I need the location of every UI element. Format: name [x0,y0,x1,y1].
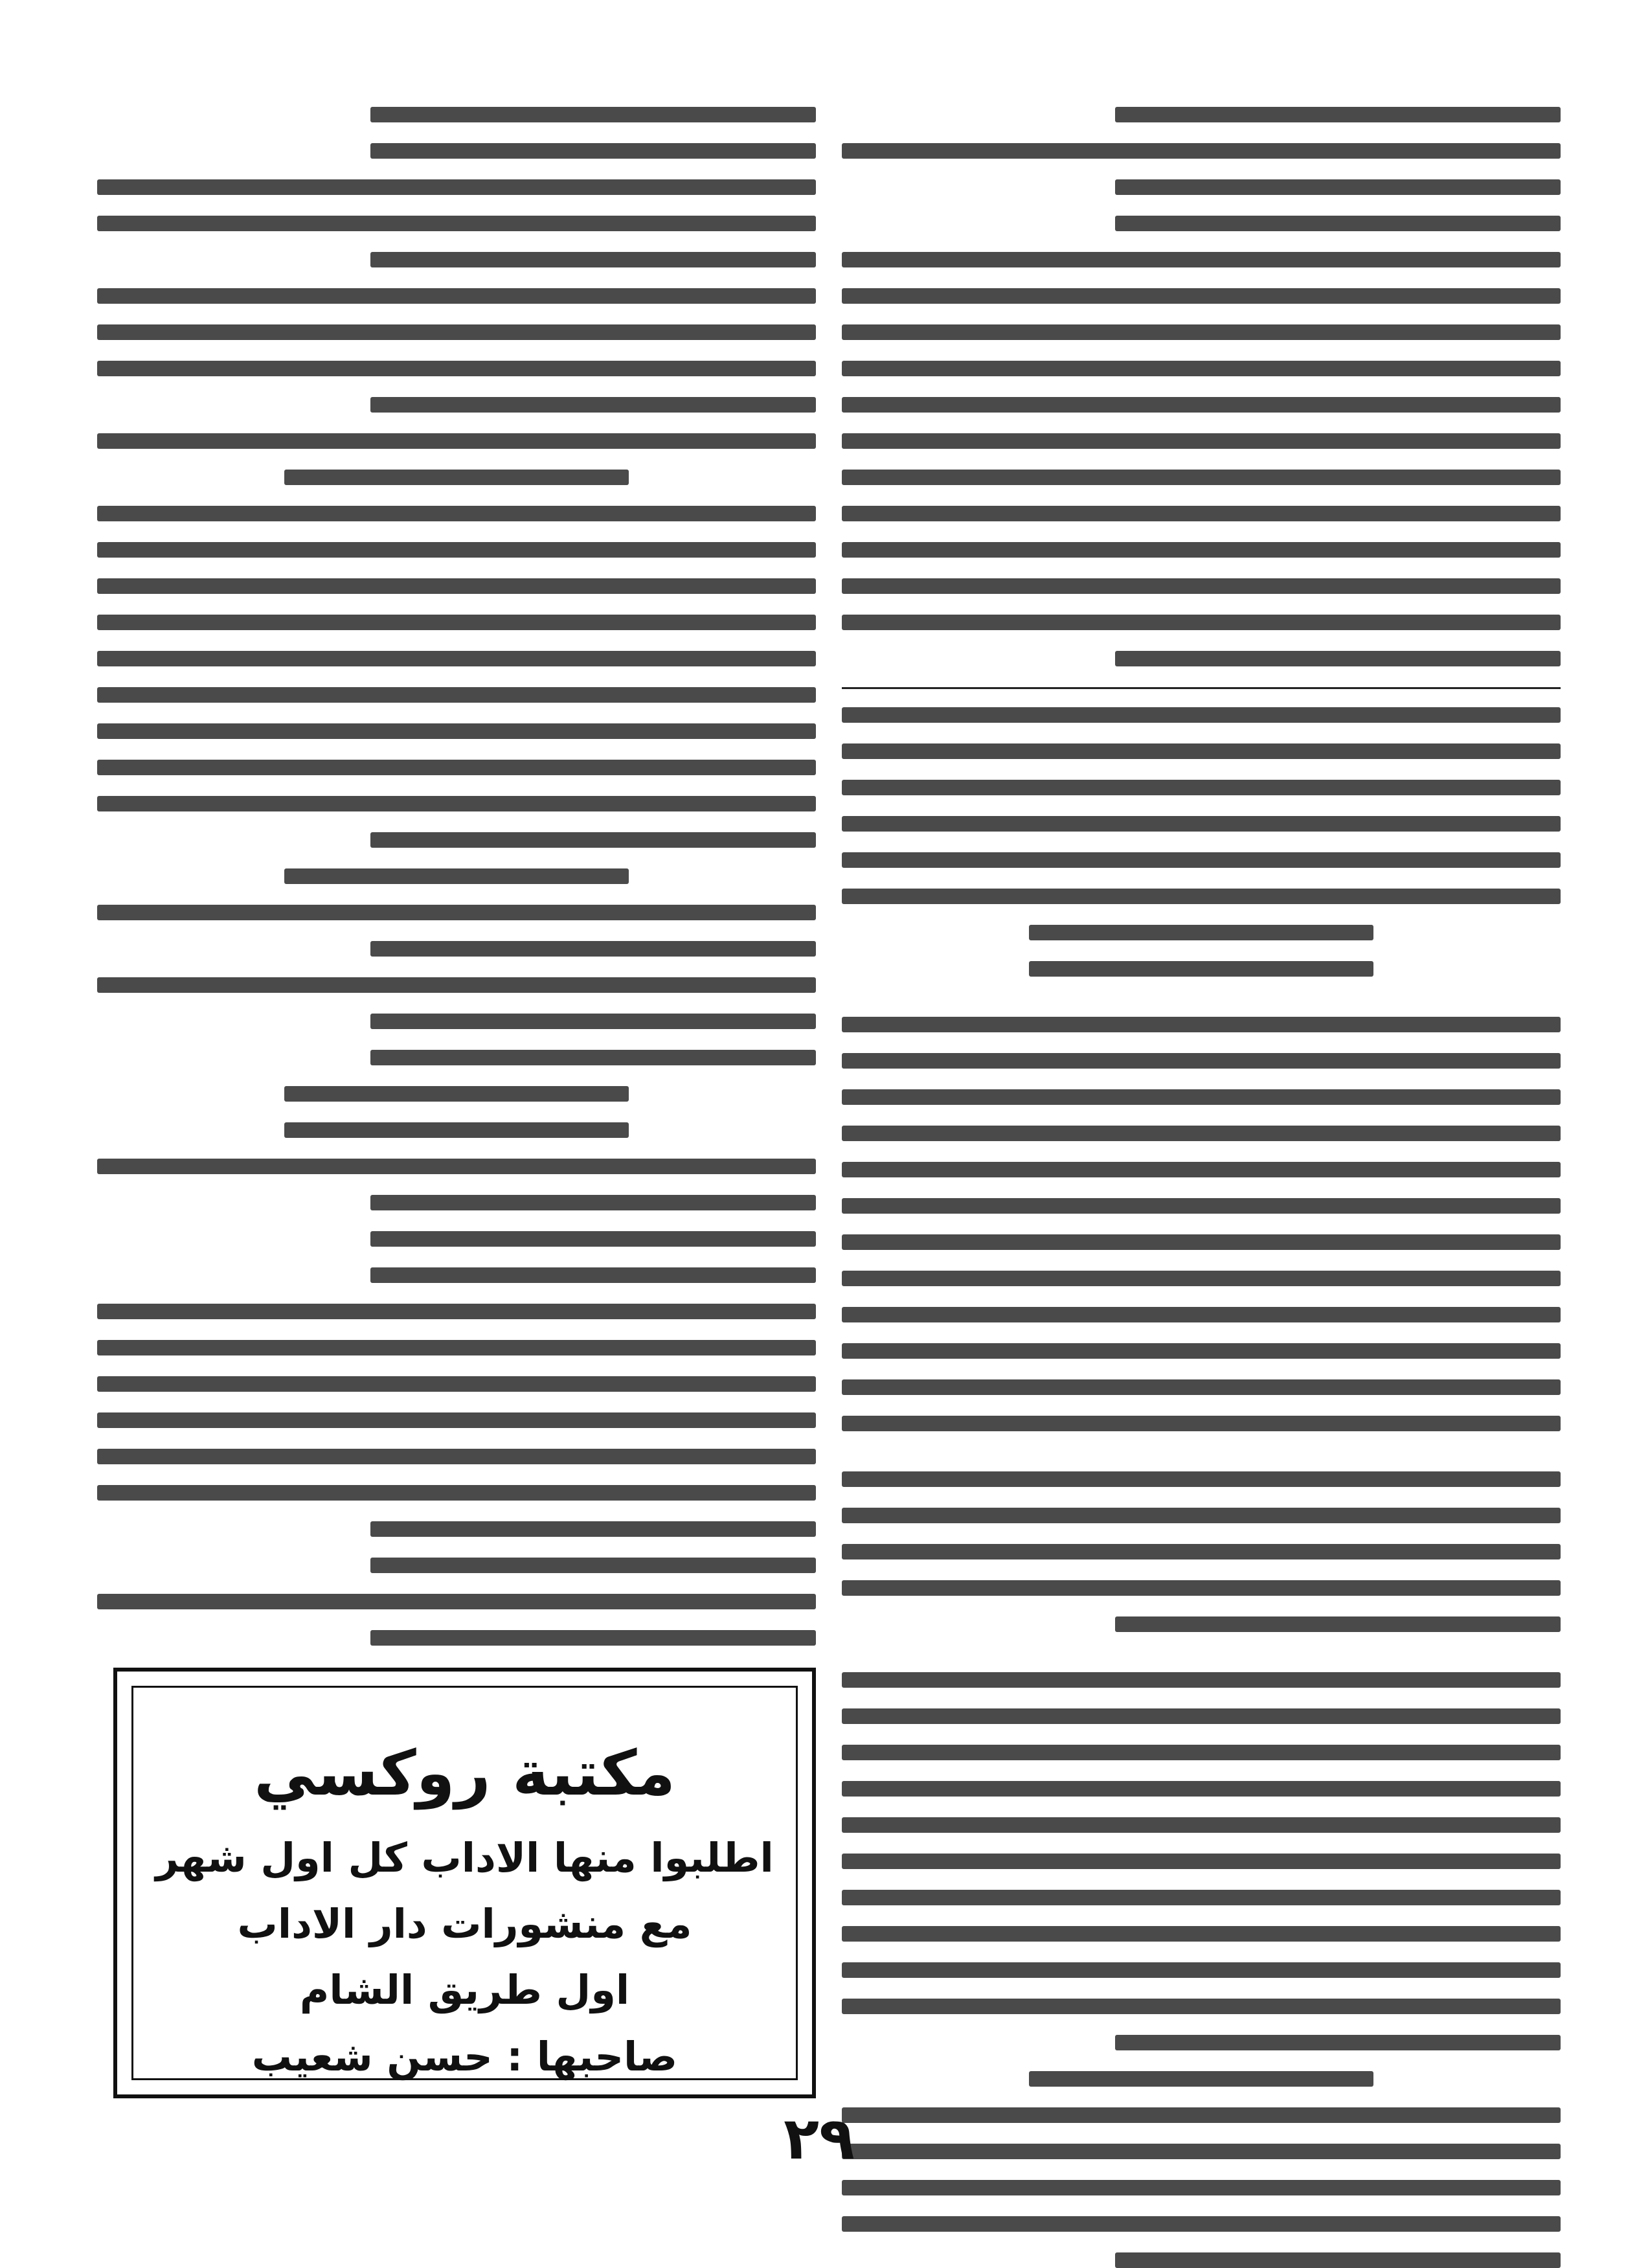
text-line [842,2107,1561,2123]
text-line [370,1195,816,1210]
text-line [842,1854,1561,1869]
text-line [97,905,816,920]
text-line [97,1449,816,1464]
text-line [370,1521,816,1537]
text-line [97,324,816,340]
text-line [97,288,816,304]
text-line [97,179,816,195]
text-line [284,868,629,884]
divider [842,687,1561,689]
text-line [842,1999,1561,2014]
ad-line-2: مع منشورات دار الاداب [237,1899,692,1947]
text-line [842,1416,1561,1431]
text-line [370,1231,816,1247]
text-line [842,1234,1561,1250]
text-line [97,542,816,558]
text-line [842,1379,1561,1395]
text-line [97,760,816,775]
text-line [842,1162,1561,1177]
text-line [370,1630,816,1646]
text-line [370,1558,816,1573]
text-line [97,1412,816,1428]
text-line [842,743,1561,759]
text-line [97,977,816,993]
text-line [842,1126,1561,1141]
ad-title: مكتبة روكسي [254,1737,675,1809]
text-line [1115,2035,1561,2050]
text-line [370,252,816,267]
text-line [842,361,1561,376]
text-line [842,1307,1561,1322]
text-line [370,107,816,122]
text-line [842,816,1561,832]
text-line [97,578,816,594]
text-line [370,1267,816,1283]
text-line [842,288,1561,304]
article-column-left [97,107,816,1221]
text-line [842,1271,1561,1286]
text-line [842,542,1561,558]
text-line [842,143,1561,159]
text-line [370,832,816,848]
advertisement-box [113,1668,816,2098]
text-line [97,506,816,521]
text-line [842,1745,1561,1760]
text-line [97,615,816,630]
text-line [842,615,1561,630]
text-line [842,433,1561,449]
text-line [842,324,1561,340]
text-line [842,1890,1561,1905]
text-line [97,687,816,703]
text-line [842,2180,1561,2195]
text-line [370,397,816,413]
text-line [842,1926,1561,1942]
text-line [97,1485,816,1501]
ad-line-3: اول طريق الشام [299,1966,630,2014]
text-line [842,780,1561,795]
text-line [1115,2252,1561,2268]
text-line [842,470,1561,485]
text-line [97,723,816,739]
text-line [842,506,1561,521]
text-line [97,796,816,811]
text-line [842,852,1561,868]
text-line [842,707,1561,723]
text-line [370,143,816,159]
text-line [97,361,816,376]
text-line [97,216,816,231]
text-line [842,1962,1561,1978]
ad-line-1: اطلبوا منها الاداب كل اول شهر [155,1833,774,1881]
text-line [842,1017,1561,1032]
text-line [842,2216,1561,2232]
text-line [97,1594,816,1609]
text-line [1115,651,1561,666]
text-line [842,1053,1561,1069]
text-line [97,1340,816,1355]
text-line [1115,216,1561,231]
text-line [842,1544,1561,1559]
page-number: ٢٩ [784,2105,855,2173]
text-line [1115,107,1561,122]
text-line [842,1708,1561,1724]
text-line [1115,179,1561,195]
text-line [842,1672,1561,1688]
text-line [842,1580,1561,1596]
article-column-right [842,107,1561,2063]
text-line [1029,925,1374,940]
text-line [97,1304,816,1319]
text-line [97,433,816,449]
text-line [370,941,816,957]
text-line [1029,2071,1374,2087]
text-line [370,1050,816,1065]
text-line [97,1159,816,1174]
text-line [842,1089,1561,1105]
text-line [842,889,1561,904]
text-line [842,1781,1561,1797]
text-line [370,1014,816,1029]
advertisement-inner-border [131,1686,798,2080]
text-line [842,252,1561,267]
text-line [842,1817,1561,1833]
text-line [842,1198,1561,1214]
text-line [842,1343,1561,1359]
text-line [842,1471,1561,1487]
text-line [284,470,629,485]
text-line [284,1122,629,1138]
text-line [842,1508,1561,1523]
text-line [284,1086,629,1102]
text-line [842,397,1561,413]
text-line [842,578,1561,594]
text-line [97,1376,816,1392]
text-line [97,651,816,666]
ad-owner: صاحبها : حسن شعيب [251,2032,678,2080]
text-line [1029,961,1374,977]
text-line [1115,1616,1561,1632]
text-line [842,2144,1561,2159]
